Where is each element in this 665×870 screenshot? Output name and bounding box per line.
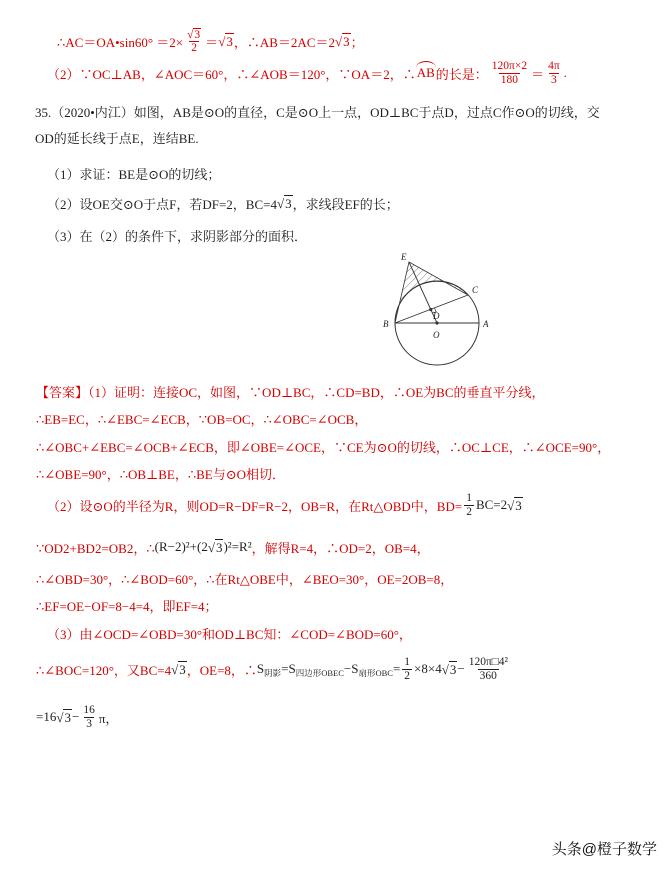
fraction xyxy=(464,492,474,518)
answer-line-1 xyxy=(36,381,545,401)
label-A: A xyxy=(483,319,489,329)
fraction-denominator: 180 xyxy=(500,73,519,86)
fraction-numerator: 4π xyxy=(548,60,560,73)
text-segment: ＝ xyxy=(205,34,219,50)
label-C: C xyxy=(472,285,479,295)
fraction-numerator: 1 xyxy=(466,492,472,505)
equation-segment: π， xyxy=(98,710,119,726)
text-segment: （1）求证：BE是⊙O的切线； xyxy=(47,166,221,182)
sqrt-radical xyxy=(171,661,187,678)
sqrt-radical xyxy=(277,195,293,212)
radicand: 3 xyxy=(194,28,201,41)
answer-line-9 xyxy=(47,623,412,643)
fraction xyxy=(81,704,97,730)
fraction-denominator: 2 xyxy=(191,42,198,54)
text-segment: 的长是： xyxy=(435,66,488,82)
sqrt-radical xyxy=(335,33,351,50)
geometry-figure xyxy=(365,250,505,374)
problem-part-3 xyxy=(47,225,307,245)
text-segment: 【答案】（1）证明：连接OC，如图，∵OD⊥BC，∴CD=BD，∴OE为BC的垂直平分线， xyxy=(36,384,545,400)
text-segment: ，求线段EF的长； xyxy=(292,196,399,212)
answer-line-4 xyxy=(36,463,285,483)
equation-segment: =S xyxy=(281,661,296,676)
equation-segment: S xyxy=(256,661,265,676)
equation-segment: −S xyxy=(343,661,359,676)
answer-line-2 xyxy=(36,408,367,428)
text-segment: ∴∠BOC=120°，又BC=4 xyxy=(36,662,172,678)
text-segment: ∴EB=EC，∴∠EBC=∠ECB，∵OB=OC，∴∠OBC=∠OCB， xyxy=(36,411,368,427)
equation-segment: BC=2 xyxy=(475,497,508,512)
radical-sign: √ xyxy=(218,33,226,49)
text-segment: ∴∠OBE=90°，∴OB⊥BE，∴BE与⊙O相切． xyxy=(36,466,286,482)
text-segment: ，解得R=4，∴OD=2，OB=4， xyxy=(251,540,430,556)
arc-over-AB: AB xyxy=(416,65,435,80)
equation-segment: =16 xyxy=(36,709,57,724)
fraction-numerator: 120π×2 xyxy=(491,60,528,73)
sqrt-radical xyxy=(507,497,523,514)
text-segment: （2）设OE交⊙O于点F，若DF=2，BC=4 xyxy=(47,196,277,212)
radical-sign: √ xyxy=(56,709,64,725)
radical-sign: √ xyxy=(334,33,343,49)
equation-segment: − xyxy=(71,709,80,724)
fraction xyxy=(402,656,412,682)
answer-line-7 xyxy=(36,568,453,588)
sqrt-radical xyxy=(218,33,234,50)
point-O xyxy=(435,321,438,324)
sqrt-radical xyxy=(442,661,458,678)
label-O: O xyxy=(433,330,440,340)
problem-part-2 xyxy=(47,193,399,213)
prev-solution-line-2 xyxy=(47,59,567,87)
text-segment: 35.（2020•内江）如图，AB是⊙O的直径，C是⊙O上一点，OD⊥BC于点D，过点C作⊙O的切线，交 xyxy=(35,104,600,120)
text-segment: . xyxy=(563,65,567,80)
radicand: 3 xyxy=(343,33,350,49)
radicand: 3 xyxy=(285,195,292,211)
fraction-denominator: 2 xyxy=(466,505,472,518)
watermark: 头条@橙子数学 xyxy=(551,841,657,858)
radical-sign: √ xyxy=(187,28,194,41)
subscript: 阴影 xyxy=(264,668,282,678)
fraction xyxy=(185,28,203,55)
label-D: D xyxy=(433,311,440,321)
text-segment: （2）设⊙O的半径为R，则OD=R−DF=R−2，OB=R，在Rt△OBD中，BD= xyxy=(47,498,463,514)
radical-sign: √ xyxy=(507,497,515,513)
label-E: E xyxy=(401,252,407,262)
text-segment: ，∴AB＝2AC＝2 xyxy=(233,34,335,50)
fraction-denominator: 360 xyxy=(479,669,497,682)
answer-line-3 xyxy=(36,436,610,456)
fraction-numerator: 16 xyxy=(83,704,95,717)
radicand: 3 xyxy=(515,497,522,513)
answer-line-6 xyxy=(36,532,430,562)
sqrt-radical xyxy=(56,709,72,726)
equation-segment: ×8×4 xyxy=(414,661,442,676)
answer-line-11 xyxy=(36,700,118,734)
answer-line-5 xyxy=(47,489,523,521)
fraction-numerator: 1 xyxy=(404,656,411,669)
text-segment: OD的延长线于点E，连结BE. xyxy=(35,130,199,146)
text-segment: ∴∠OBC+∠EBC=∠OCB+∠ECB，即∠OBE=∠OCE，∵CE为⊙O的切线，∴OC⊥CE，∴∠OCE=90°， xyxy=(36,439,611,455)
text-segment: ∴AC＝OA•sin60° ＝2× xyxy=(57,34,184,50)
radical-sign: √ xyxy=(207,539,215,555)
text-segment: ，OE=8，∴ xyxy=(186,662,257,678)
problem-statement-line-1 xyxy=(35,101,600,121)
subscript: 扇形OBC xyxy=(358,668,393,678)
fraction-numerator: 120π□4² xyxy=(468,656,508,669)
fraction-denominator: 2 xyxy=(404,669,411,682)
radicand: 3 xyxy=(179,661,186,677)
fraction-denominator: 3 xyxy=(551,73,557,86)
fraction xyxy=(490,60,529,86)
problem-statement-line-2 xyxy=(35,127,199,147)
radical-sign: √ xyxy=(441,661,449,677)
sqrt-radical xyxy=(208,539,224,556)
radical-sign: √ xyxy=(276,195,285,211)
problem-part-1 xyxy=(47,163,220,183)
fraction-numerator xyxy=(185,28,203,41)
equation-segment: − xyxy=(457,661,465,676)
fraction-denominator: 3 xyxy=(86,717,92,730)
radicand: 3 xyxy=(226,33,233,49)
point-D xyxy=(429,308,432,311)
fraction xyxy=(467,656,510,682)
text-segment: ∴∠OBD=30°，∴∠BOD=60°，∴在Rt△OBE中，∠BEO=30°，OE=2OB=8， xyxy=(36,571,454,587)
text-segment: （3）由∠OCD=∠OBD=30°和OD⊥BC知：∠COD=∠BOD=60°， xyxy=(47,626,412,642)
answer-line-10 xyxy=(36,650,512,688)
text-segment: （3）在（2）的条件下，求阴影部分的面积． xyxy=(47,228,308,244)
radicand: 3 xyxy=(64,709,71,725)
radicand: 3 xyxy=(449,661,457,677)
sqrt-radical xyxy=(187,28,201,41)
radical-sign: √ xyxy=(171,661,179,677)
text-segment: （2）∵OC⊥AB，∠AOC＝60°，∴∠AOB＝120°，∵OA＝2，∴ xyxy=(47,66,416,82)
equation-segment: (R−2)²+(2 xyxy=(154,539,208,554)
text-segment: ∵OD2+BD2=OB2，∴ xyxy=(36,540,155,556)
answer-line-8 xyxy=(36,595,218,615)
text-segment: ∴EF=OE−OF=8−4=4，即EF=4； xyxy=(36,598,218,614)
subscript: 四边形OBEC xyxy=(295,668,344,678)
shaded-region xyxy=(395,262,468,323)
equation-segment: )²=R² xyxy=(223,539,252,554)
prev-solution-line-1 xyxy=(57,27,364,55)
text-segment: ； xyxy=(350,34,364,50)
label-B: B xyxy=(383,319,389,329)
radicand: 3 xyxy=(215,539,223,555)
text-segment: ＝ xyxy=(531,66,545,82)
fraction xyxy=(546,60,562,86)
equation-segment: = xyxy=(392,661,401,676)
